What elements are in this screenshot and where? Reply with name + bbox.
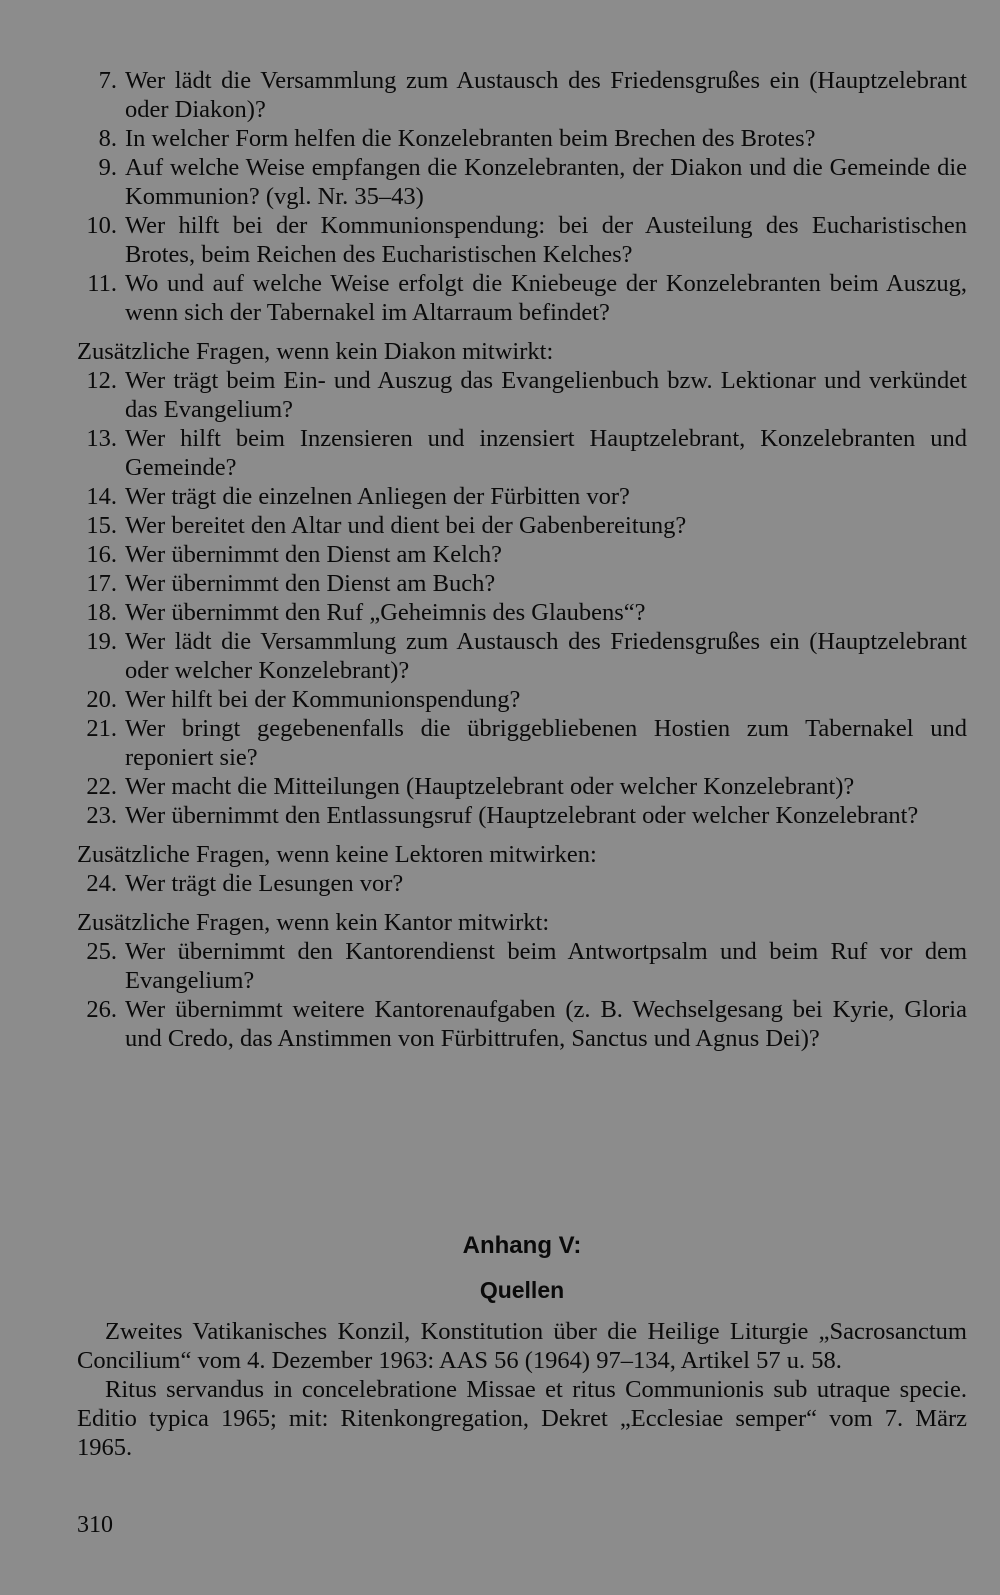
question-number: 20. [86, 686, 117, 713]
question-item [77, 153, 967, 211]
question-item [77, 211, 967, 269]
question-item [77, 598, 967, 627]
section-heading-no-lectors: Zusätzliche Fragen, wenn keine Lektoren mitwirken: [77, 841, 597, 868]
question-text: Wer trägt die Lesungen vor? [125, 870, 404, 897]
section-heading-no-deacon: Zusätzliche Fragen, wenn kein Diakon mitwirkt: [77, 338, 554, 365]
question-text: Wer bereitet den Altar und dient bei der Gabenbereitung? [125, 512, 687, 539]
question-text: Wer trägt beim Ein- und Auszug das Evangelienbuch bzw. Lektionar und verkündet das Evangelium? [125, 367, 967, 423]
question-text: Wer übernimmt den Kantorendienst beim Antwortpsalm und beim Ruf vor dem Evangelium? [125, 938, 967, 994]
question-text: Wer übernimmt weitere Kantorenaufgaben (z. B. Wechselgesang bei Kyrie, Gloria und Credo, das Anstimmen von Fürbittrufen, Sanctus und Agnus Dei)? [125, 996, 967, 1052]
question-text: Wer hilft bei der Kommunionspendung: bei der Austeilung des Eucharistischen Brotes, beim Reichen des Eucharistischen Kelches? [125, 212, 967, 268]
question-number: 17. [86, 570, 117, 597]
question-text: Wer übernimmt den Dienst am Kelch? [125, 541, 502, 568]
question-group-2 [77, 366, 967, 830]
question-text: Wer macht die Mitteilungen (Hauptzelebrant oder welcher Konzelebrant)? [125, 773, 855, 800]
question-number: 22. [86, 773, 117, 800]
question-number: 26. [86, 996, 117, 1023]
question-number: 14. [86, 483, 117, 510]
question-group-4 [77, 937, 967, 1053]
question-item [77, 772, 967, 801]
question-item [77, 937, 967, 995]
question-number: 25. [86, 938, 117, 965]
question-number: 12. [86, 367, 117, 394]
question-number: 7. [98, 67, 117, 94]
question-item [77, 801, 967, 830]
question-item [77, 269, 967, 327]
question-number: 13. [86, 425, 117, 452]
question-number: 23. [86, 802, 117, 829]
question-text: Wer hilft bei der Kommunionspendung? [125, 686, 521, 713]
question-number: 8. [98, 125, 117, 152]
page-number: 310 [77, 1512, 113, 1538]
question-list [77, 66, 967, 1053]
question-text: Wer lädt die Versammlung zum Austausch des Friedensgrußes ein (Hauptzelebrant oder Diakon)? [125, 67, 967, 123]
question-group-1 [77, 66, 967, 327]
question-text: Wer übernimmt den Entlassungsruf (Hauptzelebrant oder welcher Konzelebrant? [125, 802, 919, 829]
question-number: 9. [98, 154, 117, 181]
question-item [77, 66, 967, 124]
question-item [77, 714, 967, 772]
question-text: Wer trägt die einzelnen Anliegen der Fürbitten vor? [125, 483, 630, 510]
question-item [77, 685, 967, 714]
question-item [77, 995, 967, 1053]
question-group-3 [77, 869, 967, 898]
question-item [77, 482, 967, 511]
question-item [77, 511, 967, 540]
question-item [77, 366, 967, 424]
question-text: In welcher Form helfen die Konzelebranten beim Brechen des Brotes? [125, 125, 816, 152]
question-text: Wo und auf welche Weise erfolgt die Kniebeuge der Konzelebranten beim Auszug, wenn sich der Tabernakel im Altarraum befindet? [125, 270, 967, 326]
source-entry: Zweites Vatikanisches Konzil, Konstitution über die Heilige Liturgie „Sacrosanctum Concilium“ vom 4. Dezember 1963: AAS 56 (1964) 97–134, Artikel 57 u. 58. [77, 1318, 967, 1374]
appendix-subtitle: Quellen [479, 1277, 565, 1303]
question-text: Wer übernimmt den Ruf „Geheimnis des Glaubens“? [125, 599, 646, 626]
question-number: 10. [86, 212, 117, 239]
question-item [77, 124, 967, 153]
question-number: 15. [86, 512, 117, 539]
section-heading-no-cantor: Zusätzliche Fragen, wenn kein Kantor mitwirkt: [77, 909, 550, 936]
source-entry: Ritus servandus in concelebratione Missae et ritus Communionis sub utraque specie. Editio typica 1965; mit: Ritenkongregation, Dekret „Ecclesiae semper“ vom 7. März 1965. [77, 1376, 967, 1461]
question-number: 24. [86, 870, 117, 897]
question-text: Wer bringt gegebenenfalls die übriggebliebenen Hostien zum Tabernakel und reponiert sie? [125, 715, 967, 771]
appendix-title: Anhang V: [462, 1232, 582, 1259]
question-text: Auf welche Weise empfangen die Konzelebranten, der Diakon und die Gemeinde die Kommunion? (vgl. Nr. 35–43) [125, 154, 967, 210]
question-item [77, 540, 967, 569]
question-number: 19. [86, 628, 117, 655]
question-number: 21. [86, 715, 117, 742]
appendix-section [77, 1231, 967, 1462]
question-item [77, 569, 967, 598]
question-text: Wer lädt die Versammlung zum Austausch des Friedensgrußes ein (Hauptzelebrant oder welcher Konzelebrant)? [125, 628, 967, 684]
question-item [77, 424, 967, 482]
question-item [77, 869, 967, 898]
question-number: 18. [86, 599, 117, 626]
question-text: Wer übernimmt den Dienst am Buch? [125, 570, 496, 597]
question-number: 11. [87, 270, 117, 297]
question-item [77, 627, 967, 685]
question-number: 16. [86, 541, 117, 568]
question-text: Wer hilft beim Inzensieren und inzensiert Hauptzelebrant, Konzelebranten und Gemeinde? [125, 425, 967, 481]
